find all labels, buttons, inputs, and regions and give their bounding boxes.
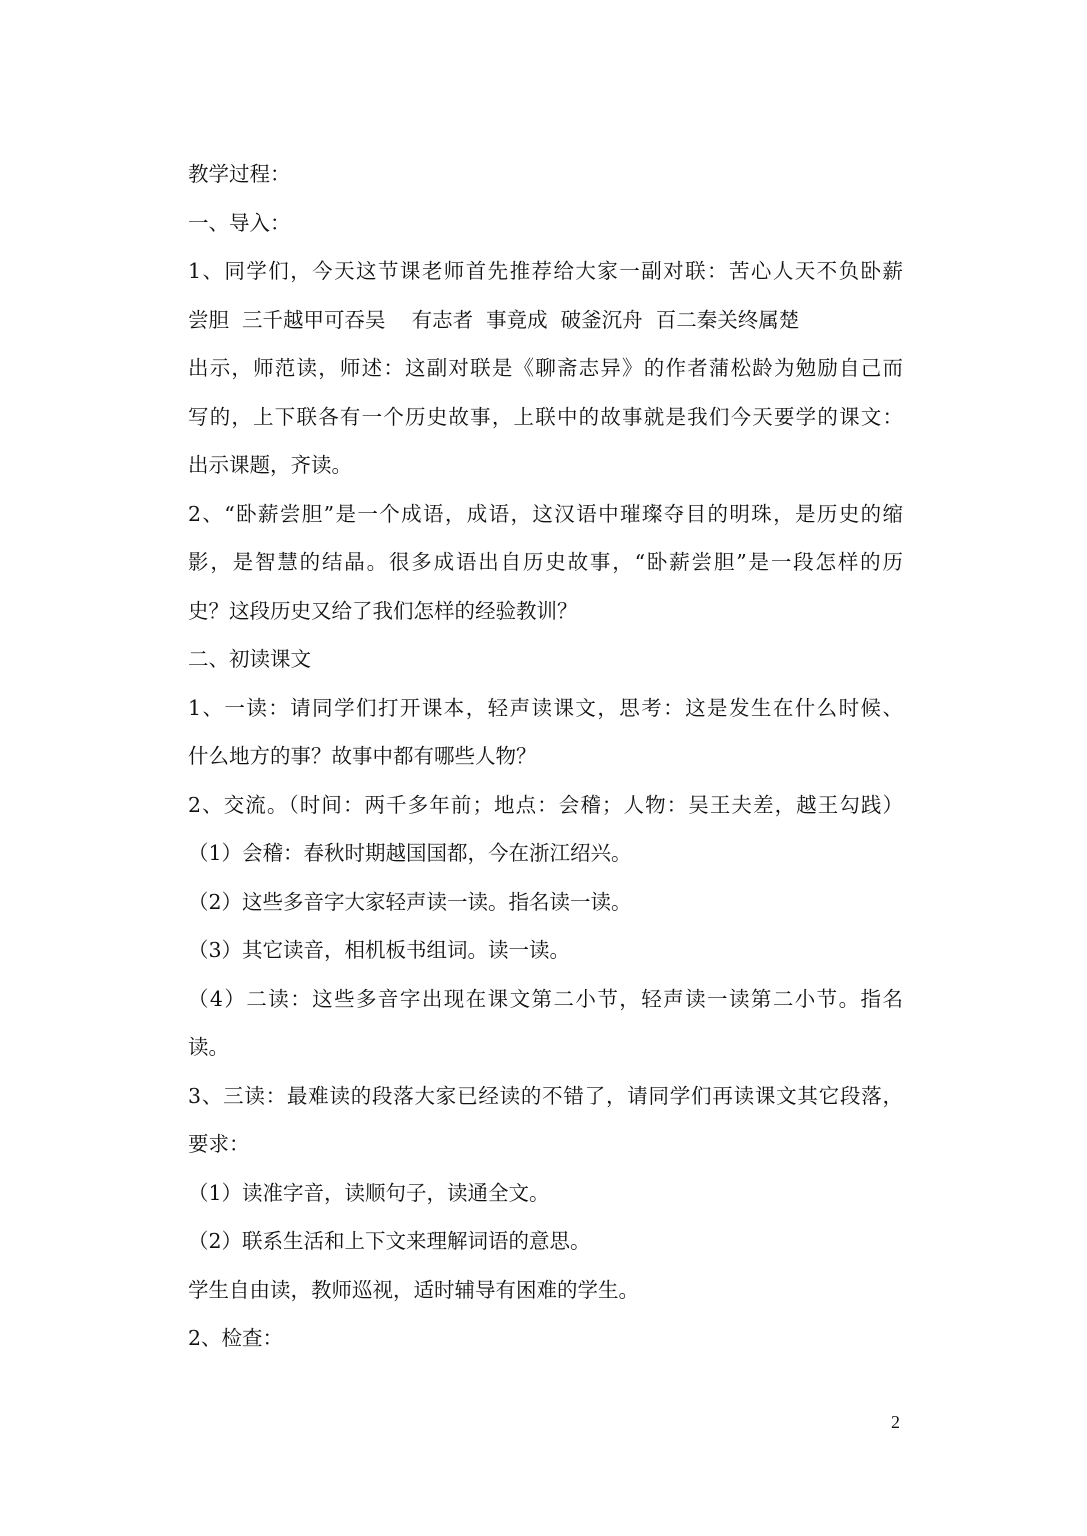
text-line: （3）其它读音，相机板书组词。读一读。 — [188, 938, 571, 962]
body-text — [188, 150, 903, 1363]
text-line: 1、同学们，今天这节课老师首先推荐给大家一副对联：苦心人天不负卧薪 — [188, 259, 903, 283]
text-line: 影，是智慧的结晶。很多成语出自历史故事，“卧薪尝胆”是一段怎样的历 — [188, 550, 903, 574]
text-line: 读。 — [188, 1035, 229, 1059]
text-line: 史？这段历史又给了我们怎样的经验教训？ — [188, 598, 578, 623]
text-line: （2）联系生活和上下文来理解词语的意思。 — [188, 1229, 591, 1253]
text-line: 学生自由读，教师巡视，适时辅导有困难的学生。 — [188, 1277, 639, 1302]
text-line: 什么地方的事？故事中都有哪些人物？ — [188, 744, 537, 768]
page-number: 2 — [891, 1412, 900, 1432]
text-line: 2、“卧薪尝胆”是一个成语，成语，这汉语中璀璨夺目的明珠，是历史的缩 — [188, 501, 903, 526]
text-line: 写的，上下联各有一个历史故事，上联中的故事就是我们今天要学的课文： — [188, 404, 903, 429]
text-line: 2、检查： — [188, 1326, 284, 1350]
text-line: 要求： — [188, 1132, 250, 1156]
section-heading-teaching-process: 教学过程： — [188, 162, 291, 186]
text-line: 2、交流。（时间：两千多年前；地点：会稽；人物：吴王夫差，越王勾践） — [188, 792, 903, 817]
text-line: 3、三读：最难读的段落大家已经读的不错了，请同学们再读课文其它段落， — [188, 1083, 903, 1108]
section-heading-first-reading: 二、初读课文 — [188, 647, 311, 671]
text-line: （4）二读：这些多音字出现在课文第二小节，轻声读一读第二小节。指名 — [188, 986, 903, 1011]
text-line: 1、一读：请同学们打开课本，轻声读课文，思考：这是发生在什么时候、 — [188, 695, 903, 720]
text-line: （2）这些多音字大家轻声读一读。指名读一读。 — [188, 889, 632, 914]
text-line: （1）会稽：春秋时期越国国都，今在浙江绍兴。 — [188, 841, 632, 865]
text-line: 出示课题，齐读。 — [188, 453, 352, 477]
text-line-couplet: 尝胆 三千越甲可吞吴 有志者 事竟成 破釜沉舟 百二秦关终属楚 — [188, 307, 800, 332]
text-line: 出示，师范读，师述：这副对联是《聊斋志异》的作者蒲松龄为勉励自己而 — [188, 356, 903, 380]
text-line: （1）读准字音，读顺句子，读通全文。 — [188, 1180, 550, 1205]
section-heading-introduction: 一、导入： — [188, 210, 291, 235]
